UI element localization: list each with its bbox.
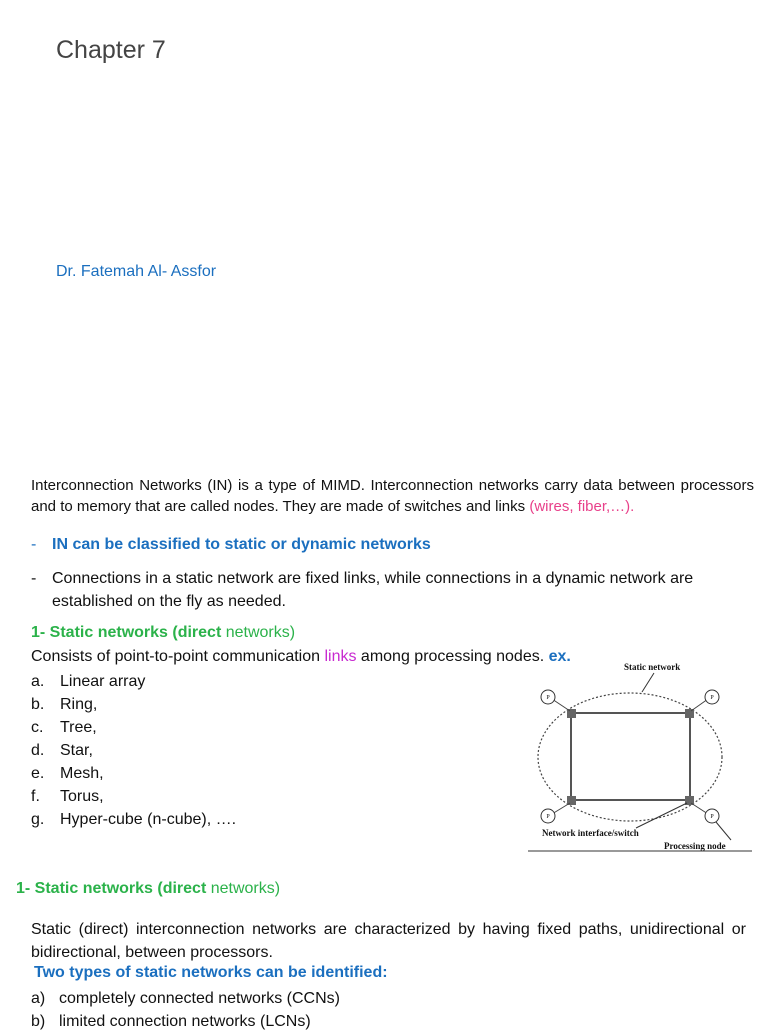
section-heading-rest: networks) (221, 624, 296, 641)
list-item-text: Mesh, (60, 765, 104, 782)
section-2-description: Static (direct) interconnection networks are characterized by having fixed paths, unidirectional or bidirectional, between processors. (31, 921, 746, 961)
interface-pointer (636, 803, 687, 828)
author-name: Dr. Fatemah Al- Assfor (56, 263, 217, 280)
list-item-text: Hyper-cube (n-cube), …. (60, 811, 237, 828)
bullet-dash: - (31, 536, 37, 553)
list-item-text: limited connection networks (LCNs) (59, 1013, 311, 1030)
desc-ex: ex. (548, 648, 571, 665)
chapter-title: Chapter 7 (56, 36, 166, 64)
bullet-classification (31, 533, 751, 556)
section-heading-2 (16, 880, 280, 898)
list-marker: a) (31, 990, 46, 1007)
processor-label: P (546, 814, 550, 820)
list-marker: b) (31, 1013, 46, 1030)
static-network-diagram (526, 660, 756, 856)
processor-label: P (710, 814, 714, 820)
static-network-label: Static network (624, 662, 681, 672)
section-heading-rest: networks) (206, 880, 281, 897)
intro-paragraph (31, 475, 754, 517)
list-marker: b. (31, 696, 45, 713)
intro-highlight: (wires, fiber,…). (529, 498, 635, 515)
desc-text-after: among processing nodes. (356, 648, 549, 665)
section-description (31, 648, 571, 666)
desc-links: links (324, 648, 357, 665)
section-heading (31, 624, 295, 642)
processor-link (691, 699, 708, 711)
processor-label: P (710, 695, 714, 701)
list-marker: c. (31, 719, 44, 736)
list-item-text: Linear array (60, 673, 146, 690)
intro-text: Interconnection Networks (IN) is a type of MIMD. Interconnection networks carry data between processors and to memory that are called nodes. They are made of switches and links (31, 477, 754, 515)
network-interface-label: Network interface/switch (542, 828, 639, 838)
list-item-text: Star, (60, 742, 93, 759)
list-marker: f. (31, 788, 40, 805)
list-item-text: Ring, (60, 696, 98, 713)
list-marker: a. (31, 673, 45, 690)
processing-pointer (716, 822, 731, 840)
desc-text: Consists of point-to-point communication (31, 648, 325, 665)
bullet-text: IN can be classified to static or dynamic networks (52, 536, 431, 553)
section-heading-bold: 1- Static networks (direct (16, 880, 207, 897)
list-item-text: completely connected networks (CCNs) (59, 990, 340, 1007)
bullet-connections (31, 567, 751, 613)
list-marker: g. (31, 811, 45, 828)
bullet-dash: - (31, 570, 37, 587)
static-network-pointer (642, 673, 654, 692)
list-marker: d. (31, 742, 45, 759)
list-item-text: Torus, (60, 788, 104, 805)
section-heading-bold: 1- Static networks (direct (31, 624, 222, 641)
bullet-text: Connections in a static network are fixed links, while connections in a dynamic network are established on the fly as needed. (52, 570, 694, 610)
list-item-text: Tree, (60, 719, 97, 736)
types-heading: Two types of static networks can be identified: (34, 964, 388, 981)
processing-node-label: Processing node (664, 841, 726, 851)
processor-link (552, 803, 570, 814)
list-marker: e. (31, 765, 45, 782)
processor-label: P (546, 695, 550, 701)
network-links (571, 713, 690, 800)
processor-link (552, 699, 570, 711)
